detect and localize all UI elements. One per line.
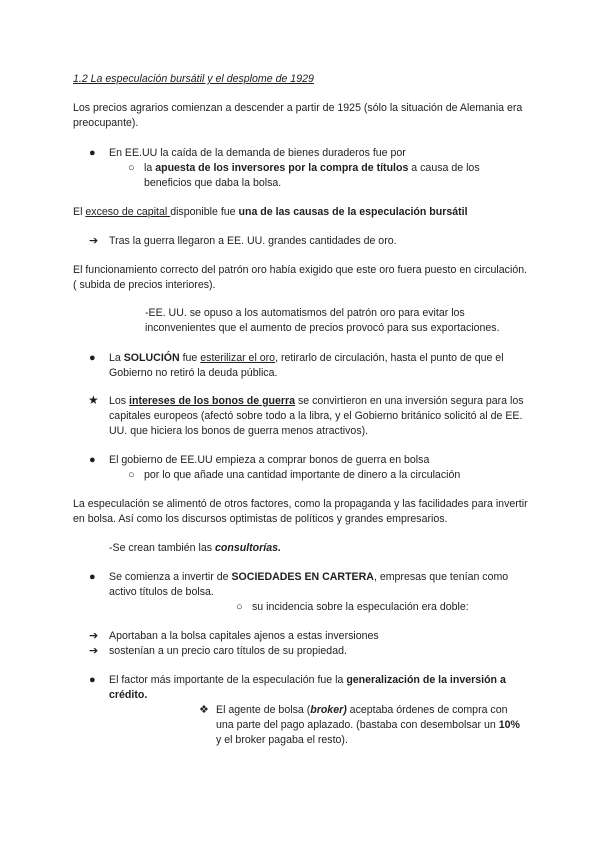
patron-oro-paragraph: El funcionamiento correcto del patrón oro había exigido que este oro fuera puesto en circulación. ( subida de precios interiores). — [73, 264, 528, 291]
bullet-sociedades: Se comienza a invertir de SOCIEDADES EN CARTERA, empresas que tenían como activo títulos de bolsa. — [109, 571, 509, 598]
bullet-gobierno: El gobierno de EE.UU empieza a comprar bonos de guerra en bolsa — [109, 454, 430, 466]
intro-paragraph: Los precios agrarios comienzan a descender a partir de 1925 (sólo la situación de Alemania era preocupante). — [73, 102, 523, 129]
circle-bullet-icon: ○ — [128, 162, 135, 174]
star-icon: ★ — [88, 393, 99, 407]
diamond-broker: El agente de bolsa (broker) aceptaba órdenes de compra con una parte del pago aplazado. (bastaba con desembolsar un 10% y el broker pagaba el resto). — [216, 704, 520, 746]
sub-bullet-incidencia: su incidencia sobre la especulación era doble: — [252, 601, 469, 613]
otros-factores-paragraph: La especulación se alimentó de otros factores, como la propaganda y las facilidades para invertir en bolsa. Así como los discursos optimistas de políticos y grandes empresarios. — [73, 498, 528, 525]
bullet-solucion: La SOLUCIÓN fue esterilizar el oro, retirarlo de circulación, hasta el punto de que el Gobierno no retiró la deuda pública. — [109, 352, 504, 379]
arrow-sostenian: sostenían a un precio caro títulos de su propiedad. — [109, 645, 347, 657]
section-title: 1.2 La especulación bursátil y el desplome de 1929 — [73, 73, 314, 85]
exceso-paragraph: El exceso de capital disponible fue una de las causas de la especulación bursátil — [73, 206, 468, 218]
consultorias-line: -Se crean también las consultorías. — [109, 542, 281, 554]
bullet-demanda: En EE.UU la caída de la demanda de bienes duraderos fue por — [109, 147, 406, 159]
circle-bullet-icon: ○ — [236, 601, 243, 613]
sub-bullet-circulacion: por lo que añade una cantidad importante de dinero a la circulación — [144, 469, 461, 481]
bullet-icon: ● — [89, 147, 96, 159]
bullet-icon: ● — [89, 454, 96, 466]
arrow-aportaban: Aportaban a la bolsa capitales ajenos a estas inversiones — [109, 630, 379, 642]
bullet-icon: ● — [89, 352, 96, 364]
indented-paragraph: -EE. UU. se opuso a los automatismos del patrón oro para evitar los inconvenientes que el aumento de precios provocó para sus exportaciones. — [145, 307, 500, 334]
circle-bullet-icon: ○ — [128, 469, 135, 481]
bullet-icon: ● — [89, 674, 96, 686]
arrow-icon: ➔ — [89, 645, 99, 657]
sub-bullet-apuesta: la apuesta de los inversores por la compra de títulos a causa de los beneficios que daba la bolsa. — [144, 162, 480, 189]
arrow-icon: ➔ — [89, 235, 99, 247]
star-bonos: Los intereses de los bonos de guerra se convirtieron en una inversión segura para los capitales europeos (afectó sobre todo a la libra, y el Gobierno británico solicitó al de EE. UU. que hiciera los bonos de guerra menos atractivos). — [109, 395, 524, 437]
bullet-icon: ● — [89, 571, 96, 583]
bullet-factor: El factor más importante de la especulación fue la generalización de la inversión a crédito. — [109, 674, 506, 701]
arrow-oro: Tras la guerra llegaron a EE. UU. grandes cantidades de oro. — [109, 235, 397, 247]
arrow-icon: ➔ — [89, 630, 99, 642]
diamond-icon: ❖ — [199, 704, 209, 716]
